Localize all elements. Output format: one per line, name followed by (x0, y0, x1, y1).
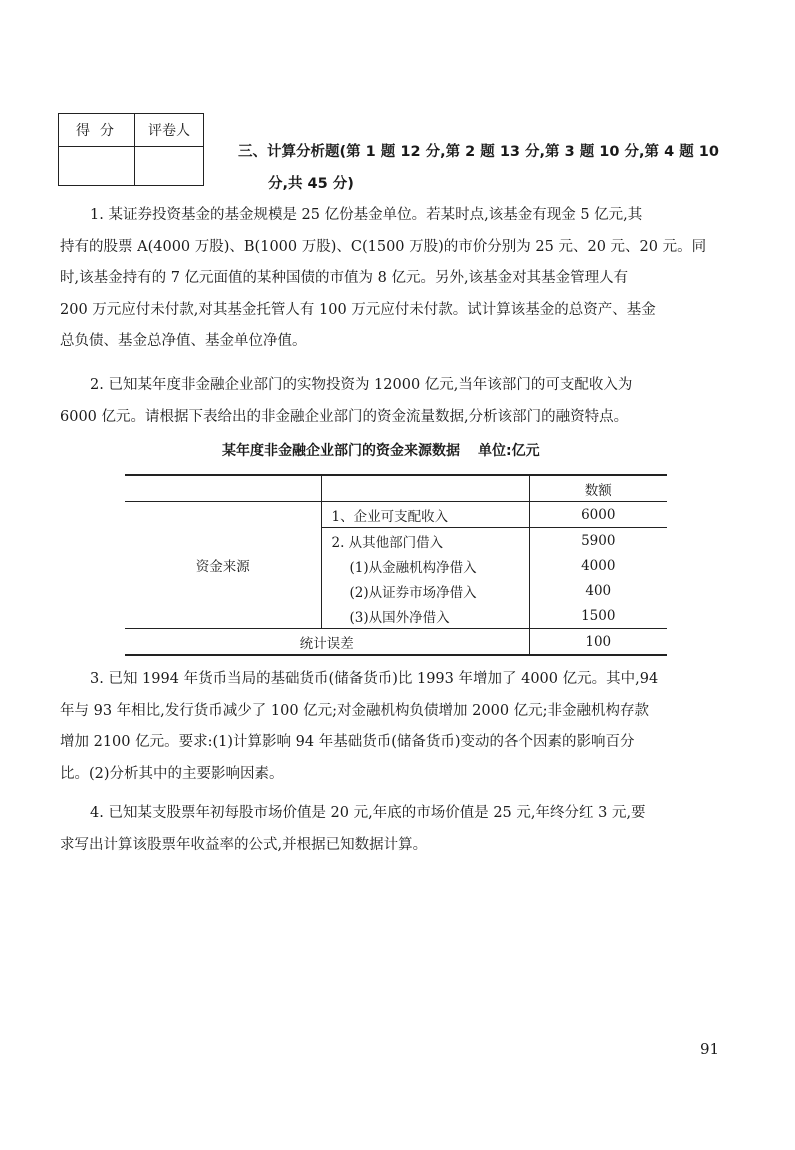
header-blank (321, 475, 529, 502)
q2-line: 2. 已知某年度非金融企业部门的实物投资为 12000 亿元,当年该部门的可支配收入为 (90, 377, 633, 393)
question-1 (60, 200, 730, 358)
q1-line: 1. 某证券投资基金的基金规模是 25 亿份基金单位。若某时点,该基金有现金 5 亿元,其 (90, 207, 643, 223)
table-caption (222, 440, 540, 460)
q2-line: 6000 亿元。请根据下表给出的非金融企业部门的资金流量数据,分析该部门的融资特点。 (60, 408, 629, 425)
funding-source-table (125, 474, 667, 656)
score-box (58, 113, 204, 186)
q4-line: 求写出计算该股票年收益率的公式,并根据已知数据计算。 (60, 836, 428, 853)
table-row (125, 502, 667, 528)
section-title (238, 136, 743, 200)
table-title: 某年度非金融企业部门的资金来源数据 (222, 443, 460, 459)
page-number: 91 (700, 1040, 720, 1058)
score-label: 得分 (59, 114, 135, 147)
q3-line: 年与 93 年相比,发行货币减少了 100 亿元;对金融机构负债增加 2000 亿元;非金融机构存款 (60, 702, 650, 719)
q1-line: 总负债、基金总净值、基金单位净值。 (60, 333, 307, 349)
table-row-error (125, 629, 667, 656)
question-2 (60, 370, 730, 433)
q1-line: 时,该基金持有的 7 亿元面值的某种国债的市值为 8 亿元。另外,该基金对其基金管理人有 (60, 270, 629, 286)
q1-line: 持有的股票 A(4000 万股)、B(1000 万股)、C(1500 万股)的市价分别为 25 元、20 元、20 元。同 (60, 238, 707, 255)
row-item: 1、企业可支配收入 (321, 502, 529, 528)
q3-line: 3. 已知 1994 年货币当局的基础货币(储备货币)比 1993 年增加了 4000 亿元。其中,94 (90, 671, 659, 687)
row-amount: 1500 (529, 603, 667, 629)
row-item: (3)从国外净借入 (321, 603, 529, 629)
header-blank (125, 475, 321, 502)
grader-cell (135, 147, 204, 186)
header-amount: 数额 (529, 475, 667, 502)
table-unit: 单位:亿元 (478, 443, 540, 459)
q4-line: 4. 已知某支股票年初每股市场价值是 20 元,年底的市场价值是 25 元,年终分红 3 元,要 (90, 805, 646, 821)
error-label: 统计误差 (125, 629, 529, 656)
row-amount: 5900 (529, 528, 667, 554)
row-amount: 6000 (529, 502, 667, 528)
table-header-row (125, 475, 667, 502)
q3-line: 增加 2100 亿元。要求:(1)计算影响 94 年基础货币(储备货币)变动的各个因素的影响百分 (60, 734, 635, 750)
row-item: 2. 从其他部门借入 (321, 528, 529, 554)
row-item: (1)从金融机构净借入 (321, 553, 529, 578)
q1-line: 200 万元应付未付款,对其基金托管人有 100 万元应付未付款。试计算该基金的总资产、基金 (60, 301, 656, 318)
error-amount: 100 (529, 629, 667, 656)
question-3 (60, 664, 730, 790)
section-title-line1: 三、计算分析题(第 1 题 12 分,第 2 题 13 分,第 3 题 10 分,第 4 题 10 (238, 144, 719, 160)
q3-line: 比。(2)分析其中的主要影响因素。 (60, 765, 284, 782)
row-amount: 4000 (529, 553, 667, 578)
section-title-line2: 分,共 45 分) (268, 176, 354, 192)
row-amount: 400 (529, 578, 667, 603)
group-label: 资金来源 (125, 502, 321, 629)
question-4 (60, 798, 730, 861)
score-cell (59, 147, 135, 186)
row-item: (2)从证券市场净借入 (321, 578, 529, 603)
grader-label: 评卷人 (135, 114, 204, 147)
